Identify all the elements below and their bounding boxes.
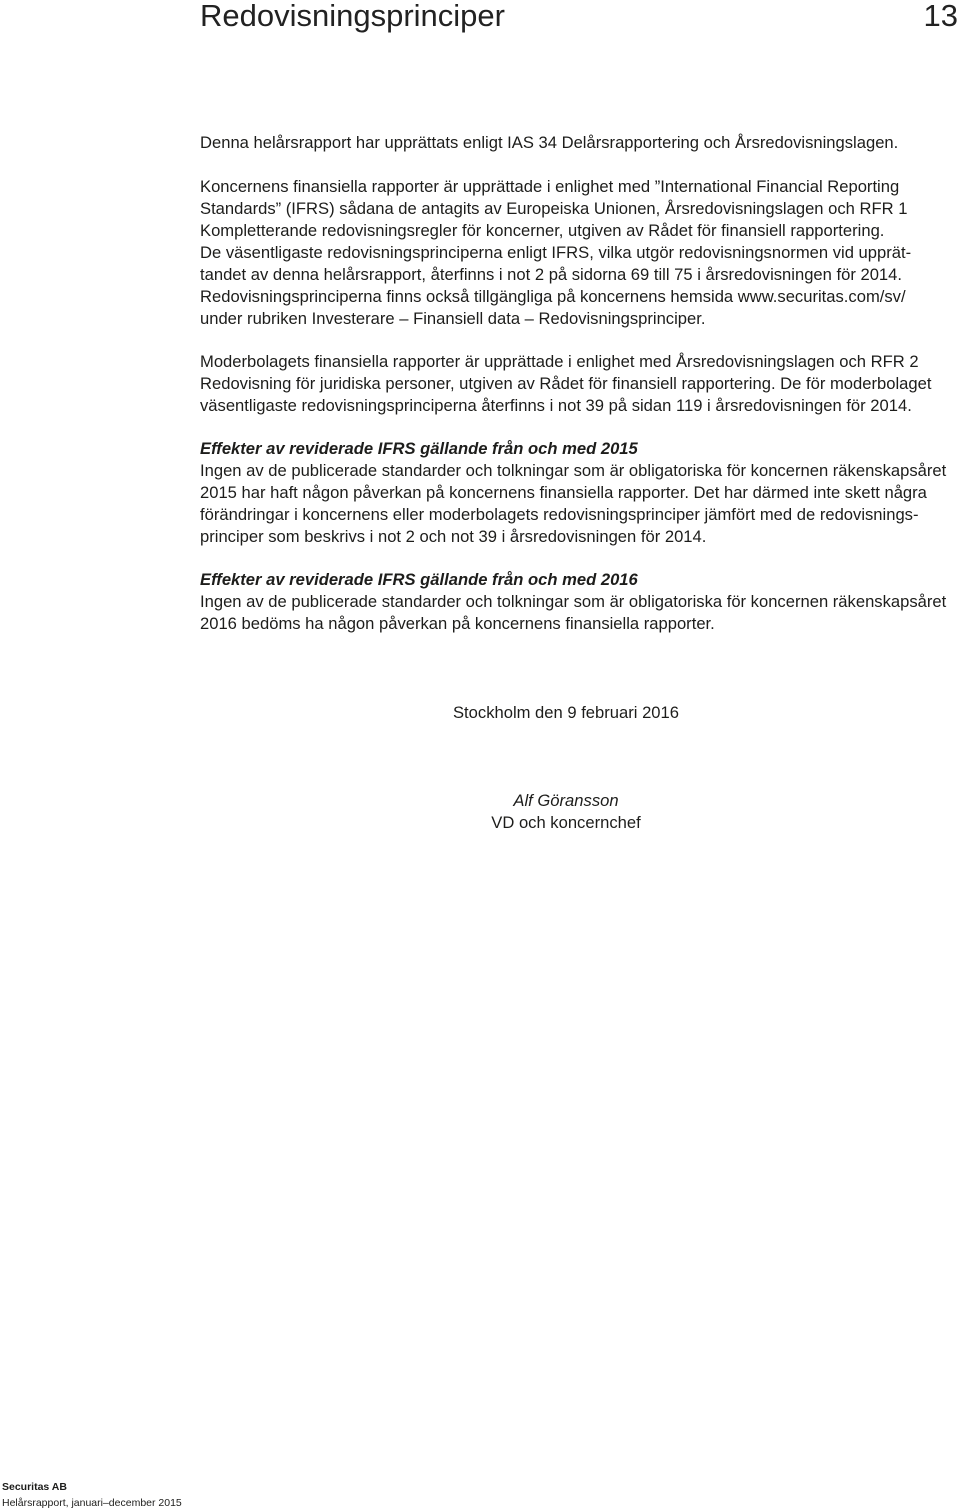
text-line: Ingen av de publicerade standarder och tolkningar som är obligatoriska för koncernen räkenskapsåret (200, 592, 947, 611)
text-line: väsentligaste redovisningsprinciperna återfinns i not 39 på sidan 119 i årsredovisningen för 2014. (200, 396, 912, 415)
intro-paragraph (200, 132, 898, 154)
section-2016 (200, 569, 946, 635)
footer-report: Helårsrapport, januari–december 2015 (2, 1497, 182, 1509)
text-line: Ingen av de publicerade standarder och tolkningar som är obligatoriska för koncernen räkenskapsåret (200, 461, 947, 480)
section-2015 (200, 438, 946, 548)
text-line: förändringar i koncernens eller moderbolagets redovisningsprinciper jämfört med de redovisnings- (200, 505, 919, 524)
group-principles-paragraph (200, 176, 911, 330)
text-line: under rubriken Investerare – Finansiell data – Redovisningsprinciper. (200, 309, 706, 328)
text-line: 2016 bedöms ha någon påverkan på koncernens finansiella rapporter. (200, 614, 715, 633)
page-title: Redovisningsprinciper (200, 0, 505, 33)
text-line: principer som beskrivs i not 2 och not 39 i årsredovisningen för 2014. (200, 527, 707, 546)
signatory-name: Alf Göransson (513, 791, 619, 810)
signature-block (366, 790, 766, 834)
section-heading: Effekter av reviderade IFRS gällande från och med 2015 (200, 439, 638, 458)
text-line: Redovisningsprinciperna finns också tillgängliga på koncernens hemsida www.securitas.com/sv/ (200, 287, 906, 306)
page-footer (2, 1479, 182, 1511)
section-heading: Effekter av reviderade IFRS gällande från och med 2016 (200, 570, 638, 589)
text-line: De väsentligaste redovisningsprinciperna enligt IFRS, vilka utgör redovisningsnormen vid upprät- (200, 243, 912, 262)
text-line: Kompletterande redovisningsregler för koncerner, utgiven av Rådet för finansiell rapportering. (200, 221, 885, 240)
text-line: Standards” (IFRS) sådana de antagits av Europeiska Unionen, Årsredovisningslagen och RFR 1 (200, 199, 908, 218)
place-date: Stockholm den 9 februari 2016 (452, 703, 679, 722)
text-line: Koncernens finansiella rapporter är upprättade i enlighet med ”International Financial Reporting (200, 177, 900, 196)
footer-company: Securitas AB (2, 1481, 67, 1493)
text-line: tandet av denna helårsrapport, återfinns i not 2 på sidorna 69 till 75 i årsredovisningen för 2014. (200, 265, 902, 284)
text-line: Moderbolagets finansiella rapporter är upprättade i enlighet med Årsredovisningslagen och RFR 2 (200, 352, 919, 371)
page-number: 13 (923, 0, 958, 33)
text-line: Redovisning för juridiska personer, utgiven av Rådet för finansiell rapportering. De för moderbolaget (200, 374, 932, 393)
parent-principles-paragraph (200, 351, 931, 417)
text-line: Denna helårsrapport har upprättats enligt IAS 34 Delårsrapportering och Årsredovisningslagen. (200, 133, 899, 152)
text-line: 2015 har haft någon påverkan på koncernens finansiella rapporter. Det har därmed inte skett några (200, 483, 927, 502)
signatory-title: VD och koncernchef (491, 813, 641, 832)
